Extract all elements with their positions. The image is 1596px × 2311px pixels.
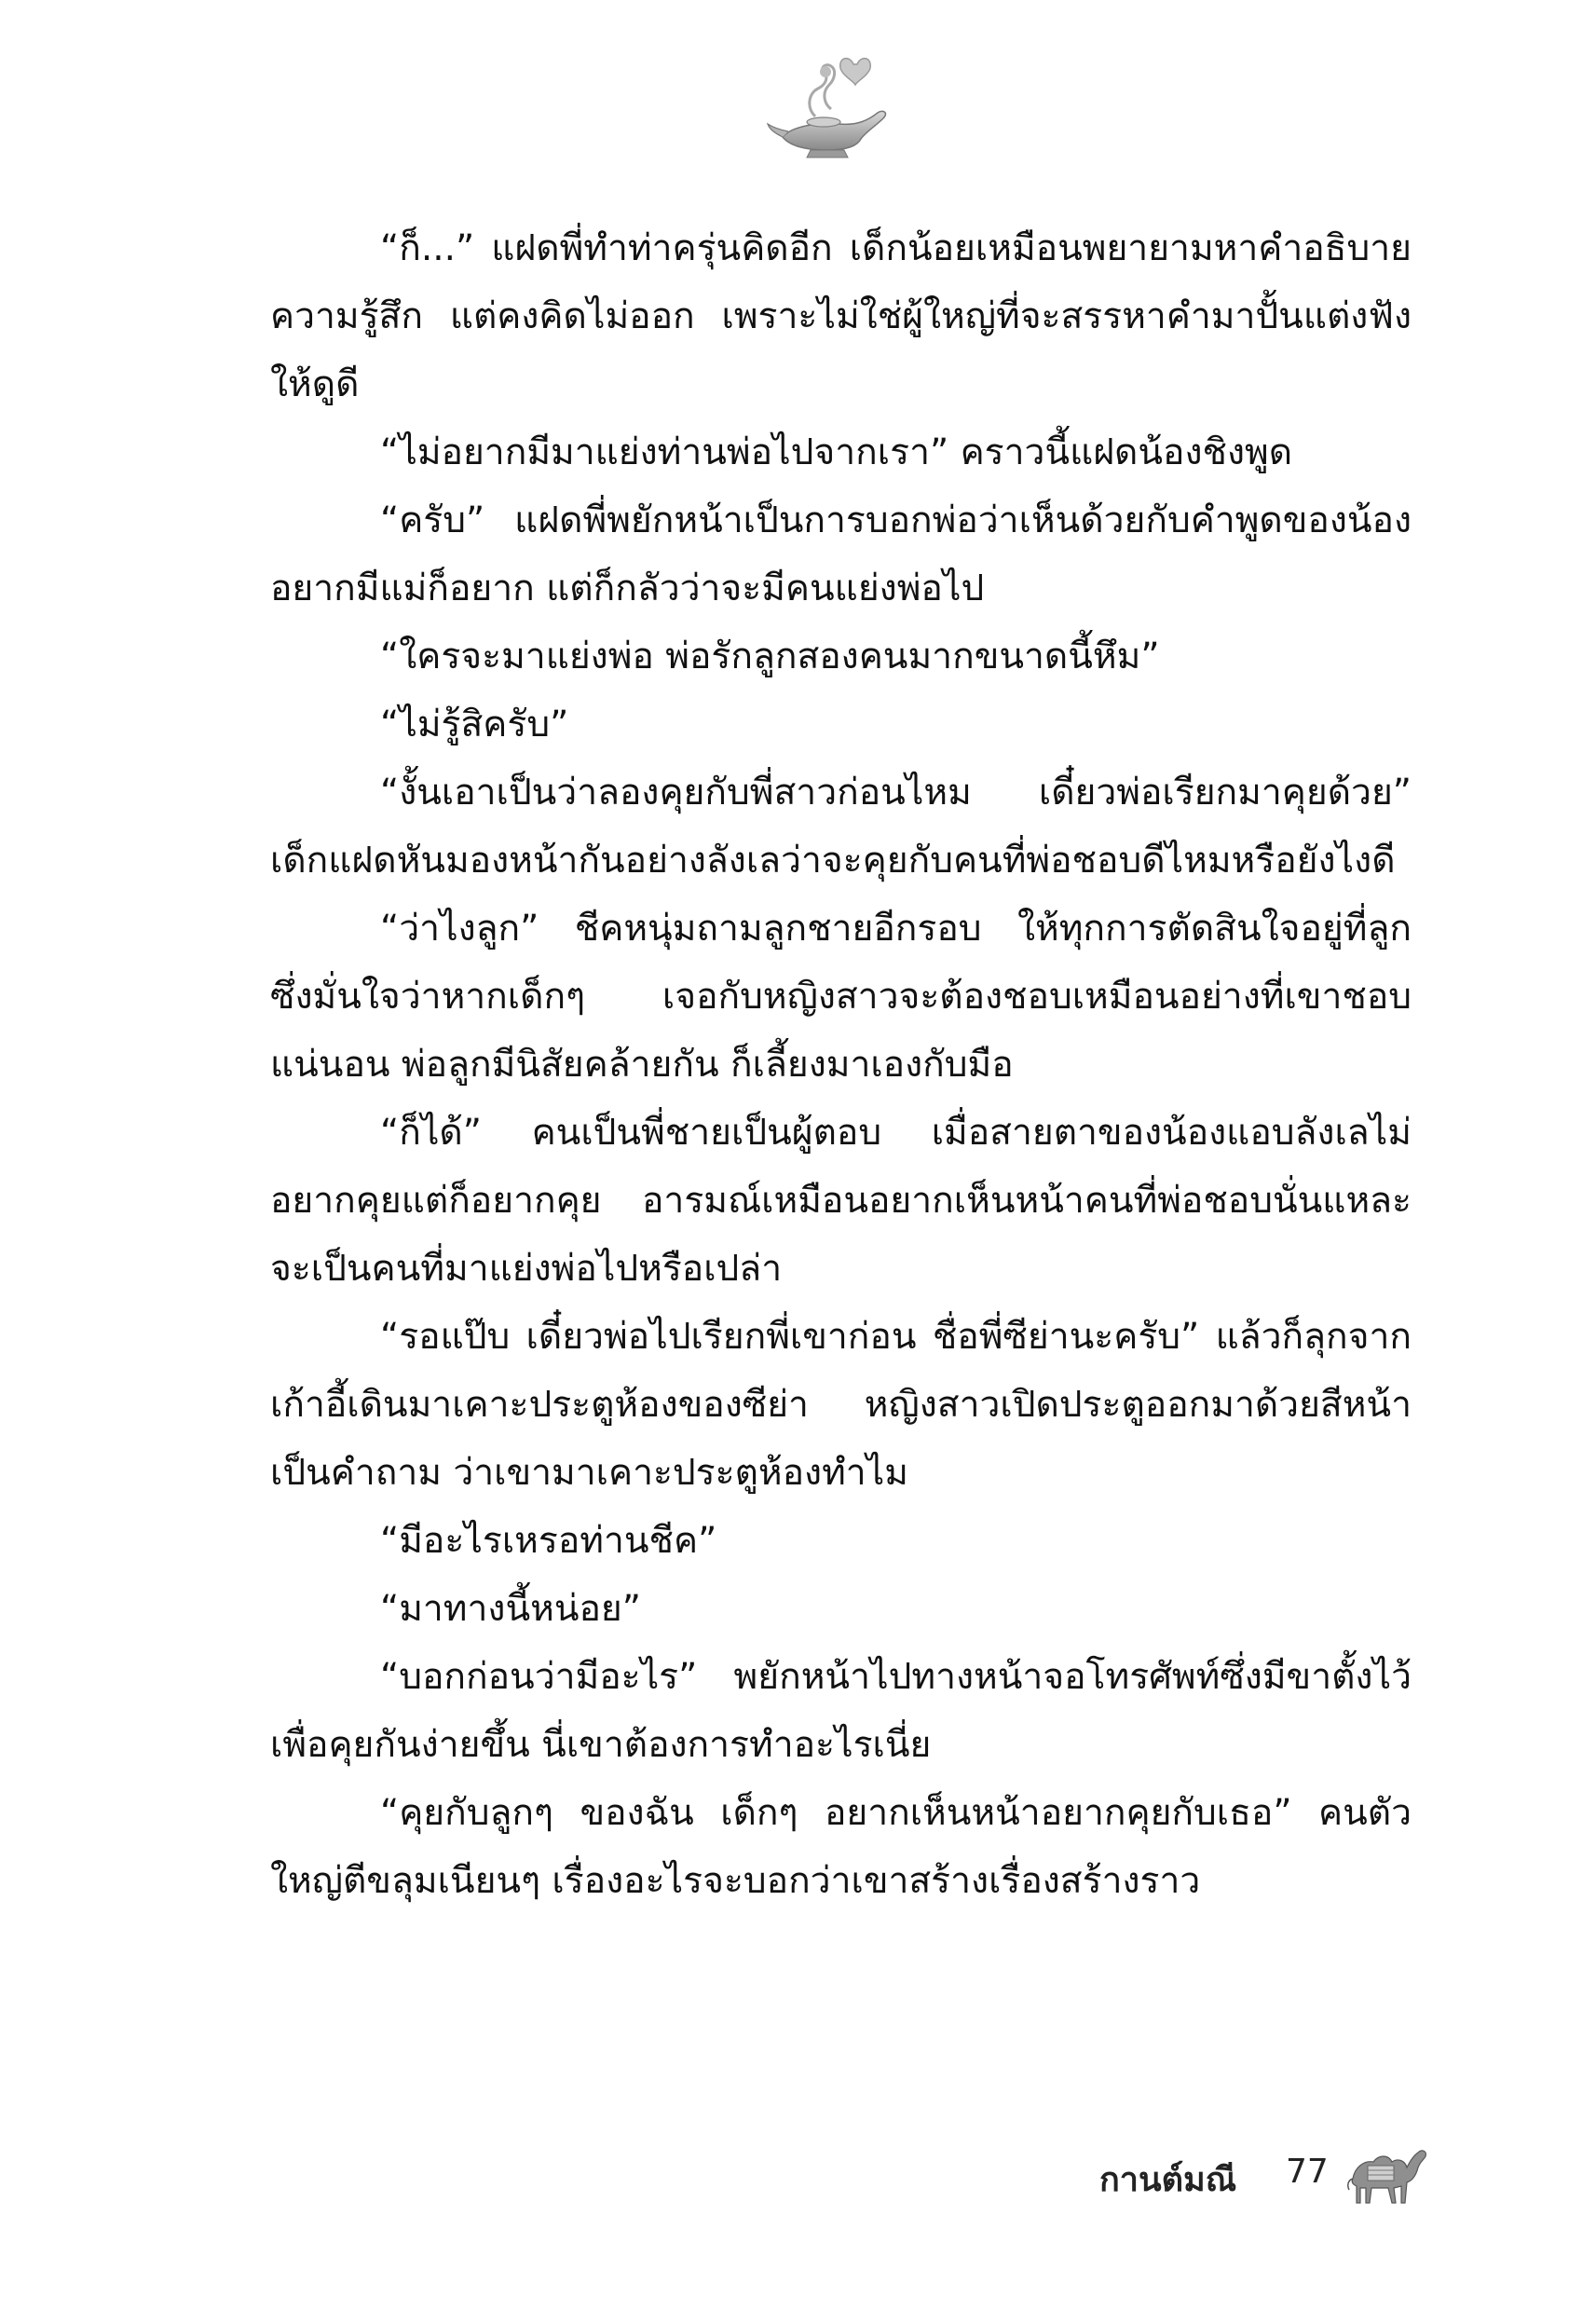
camel-icon bbox=[1340, 2136, 1433, 2210]
body-text bbox=[270, 214, 1412, 2143]
paragraph: “มีอะไรเหรอท่านชีค” bbox=[380, 1520, 717, 1562]
paragraph: “ไม่รู้สิครับ” bbox=[380, 704, 569, 745]
paragraph: “ใครจะมาแย่งพ่อ พ่อรักลูกสองคนมากขนาดนี้หึม” bbox=[380, 636, 1160, 677]
paragraph: “คุยกับลูกๆ ของฉัน เด็กๆ อยากเห็นหน้าอยากคุยกับเธอ” คนตัวใหญ่ตีขลุมเนียนๆ เรื่องอะไรจะบอกว่าเขาสร้างเรื่องสร้างราว bbox=[270, 1792, 1412, 1902]
paragraph: “ไม่อยากมีมาแย่งท่านพ่อไปจากเรา” คราวนี้แฝดน้องชิงพูด bbox=[380, 431, 1293, 473]
paragraph: “บอกก่อนว่ามีอะไร” พยักหน้าไปทางหน้าจอโทรศัพท์ซึ่งมีขาตั้งไว้เพื่อคุยกันง่ายขึ้น นี่เขาต้องการทำอะไรเนี่ย bbox=[270, 1656, 1412, 1766]
paragraph: “ก็ได้” คนเป็นพี่ชายเป็นผู้ตอบ เมื่อสายตาของน้องแอบลังเลไม่อยากคุยแต่ก็อยากคุย อารมณ์เหมือนอยากเห็นหน้าคนที่พ่อชอบนั่นแหละ จะเป็นคนที่มาแย่งพ่อไปหรือเปล่า bbox=[270, 1112, 1412, 1290]
paragraph: “งั้นเอาเป็นว่าลองคุยกับพี่สาวก่อนไหม เดี๋ยวพ่อเรียกมาคุยด้วย” เด็กแฝดหันมองหน้ากันอย่างลังเลว่าจะคุยกับคนที่พ่อชอบดีไหมหรือยังไงดี bbox=[270, 772, 1412, 882]
paragraph: “ว่าไงลูก” ชีคหนุ่มถามลูกชายอีกรอบ ให้ทุกการตัดสินใจอยู่ที่ลูก ซึ่งมั่นใจว่าหากเด็กๆ เจอกับหญิงสาวจะต้องชอบเหมือนอย่างที่เขาชอบแน่นอน พ่อลูกมีนิสัยคล้ายกัน ก็เลี้ยงมาเองกับมือ bbox=[270, 908, 1412, 1086]
page-footer bbox=[1062, 2136, 1453, 2220]
paragraph: “มาทางนี้หน่อย” bbox=[380, 1588, 641, 1630]
paragraph: “ก็...” แฝดพี่ทำท่าครุ่นคิดอีก เด็กน้อยเหมือนพยายามหาคำอธิบายความรู้สึก แต่คงคิดไม่ออก เพราะไม่ใช่ผู้ใหญ่ที่จะสรรหาคำมาปั้นแต่งฟังให้ดูดี bbox=[270, 227, 1412, 405]
genie-lamp-icon bbox=[764, 51, 904, 163]
page-number: 77 bbox=[1286, 2153, 1329, 2191]
paragraph: “ครับ” แฝดพี่พยักหน้าเป็นการบอกพ่อว่าเห็นด้วยกับคำพูดของน้อง อยากมีแม่ก็อยาก แต่ก็กลัวว่าจะมีคนแย่งพ่อไป bbox=[270, 499, 1412, 609]
book-title: กานต์มณี bbox=[1099, 2161, 1237, 2199]
paragraph: “รอแป๊บ เดี๋ยวพ่อไปเรียกพี่เขาก่อน ชื่อพี่ซีย่านะครับ” แล้วก็ลุกจากเก้าอี้เดินมาเคาะประตูห้องของซีย่า หญิงสาวเปิดประตูออกมาด้วยสีหน้าเป็นคำถาม ว่าเขามาเคาะประตูห้องทำไม bbox=[270, 1316, 1412, 1494]
